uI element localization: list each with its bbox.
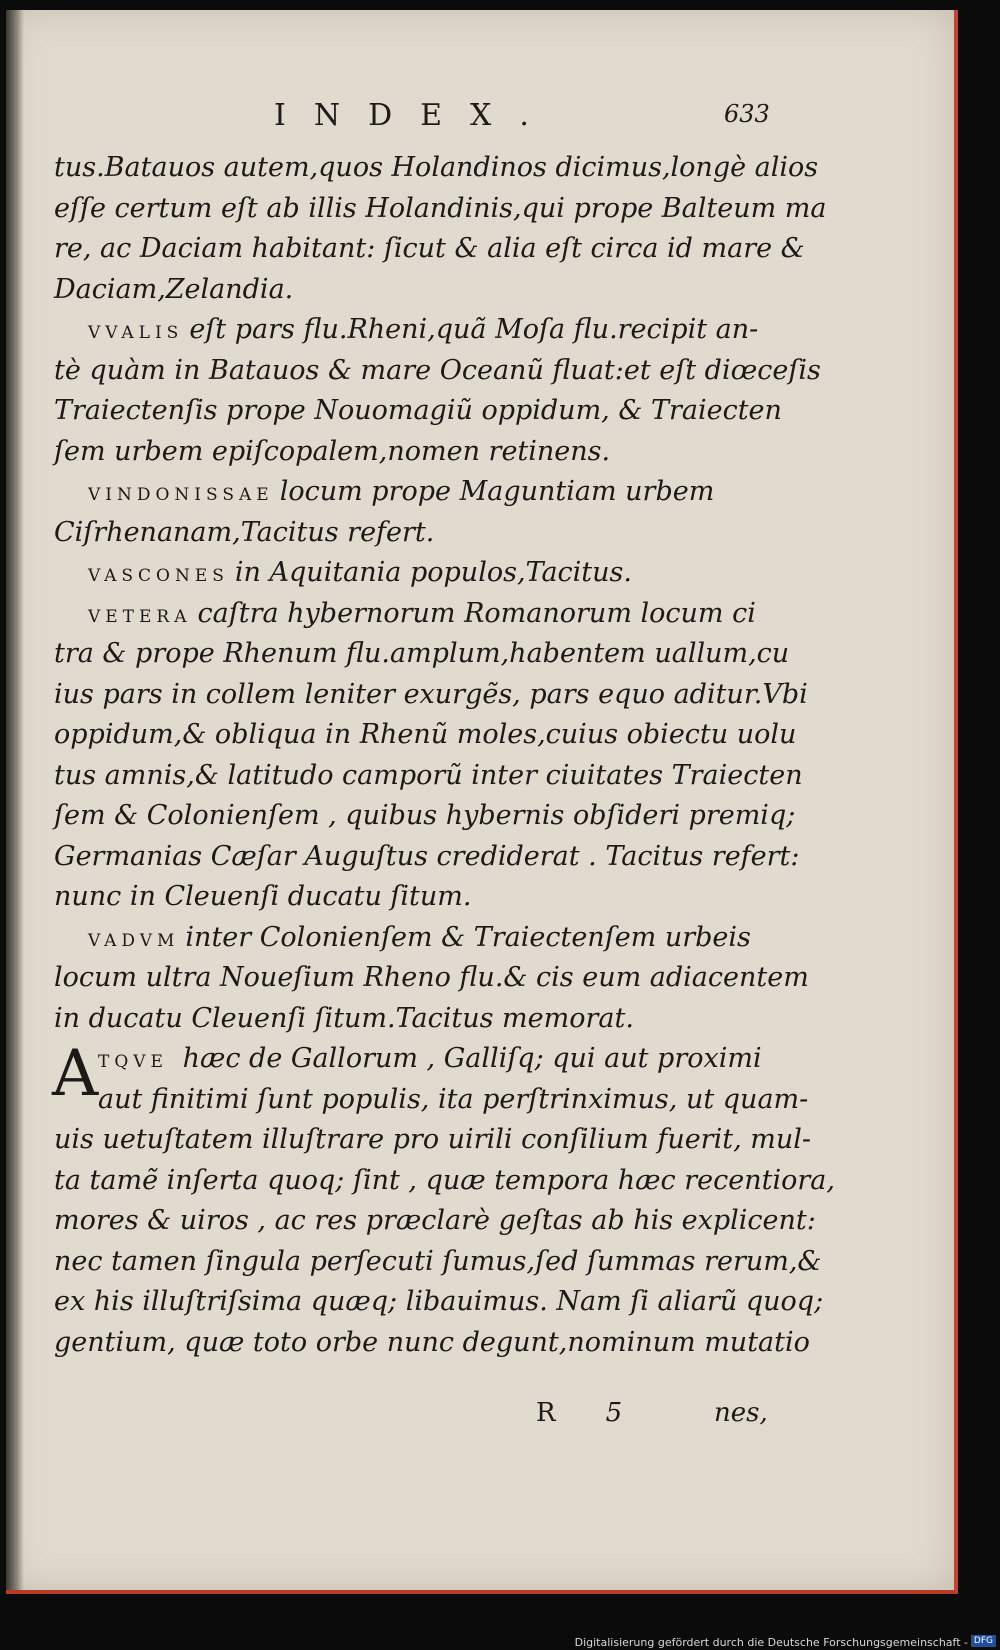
entry-headword: VVALIS bbox=[88, 323, 184, 343]
book-spine-shadow bbox=[6, 10, 24, 1590]
line-text: ſem urbem epiſcopalem,nomen retinens. bbox=[54, 435, 611, 467]
text-line bbox=[54, 918, 784, 959]
line-text: tra & prope Rhenum flu.amplum,habentem uallum,cu bbox=[54, 638, 790, 669]
entry-headword: VETERA bbox=[88, 606, 192, 627]
line-text: tè quàm in Batauos & mare Oceanũ fluat:et eſt diœceſis bbox=[54, 354, 821, 386]
drop-cap-letter: A bbox=[52, 1037, 99, 1111]
line-text: Ciſrhenanam,Tacitus refert. bbox=[54, 516, 435, 548]
text-line bbox=[54, 634, 790, 675]
closing-line-text: mores & uiros , ac res præclarè geſtas ab his explicent: bbox=[54, 1205, 816, 1236]
text-line bbox=[54, 148, 819, 189]
line-text: inter Colonienſem & Traiectenſem urbeis bbox=[185, 921, 751, 953]
small-caps-word: TQVE bbox=[98, 1052, 168, 1072]
book-page bbox=[6, 10, 958, 1594]
line-text: tus.Batauos autem,quos Holandinos dicimus,longè alios bbox=[54, 152, 819, 183]
text-line bbox=[54, 837, 800, 878]
closing-line-text: ex his illuſtriſsima quæq; libauimus. Nam ſi aliarũ quoq; bbox=[54, 1286, 824, 1317]
catchword: nes, bbox=[714, 1398, 768, 1428]
main-text-block bbox=[52, 148, 835, 1363]
text-line bbox=[54, 877, 784, 918]
text-line bbox=[54, 310, 784, 351]
text-line bbox=[54, 756, 803, 797]
entry-headword: VADVM bbox=[88, 930, 180, 951]
closing-line-text: hæc de Gallorum , Galliſq; qui aut proximi bbox=[182, 1043, 762, 1074]
text-line bbox=[54, 391, 784, 432]
line-text: locum ultra Noueſium Rheno flu.& cis eum adiacentem bbox=[54, 962, 809, 993]
text-line bbox=[54, 432, 784, 473]
index-entries bbox=[54, 148, 827, 1039]
signature-letter: R bbox=[536, 1398, 556, 1428]
line-text: caſtra hybernorum Romanorum locum ci bbox=[197, 597, 756, 629]
text-line bbox=[54, 270, 784, 311]
text-line bbox=[54, 715, 797, 756]
line-text: ius pars in collem leniter exurgẽs, pars equo aditur.Vbi bbox=[54, 678, 808, 710]
signature-number: 5 bbox=[605, 1398, 623, 1428]
line-text: ſem & Colonienſem , quibus hybernis obſideri premiq; bbox=[54, 800, 796, 831]
text-line bbox=[54, 472, 784, 513]
dfg-logo: DFG bbox=[971, 1635, 996, 1647]
line-text: in ducatu Cleuenſi ſitum.Tacitus memorat. bbox=[54, 1002, 634, 1034]
text-line bbox=[54, 553, 784, 594]
line-text: eſt pars flu.Rheni,quã Moſa flu.recipit an- bbox=[189, 314, 759, 345]
line-text: in Aquitania populos,Tacitus. bbox=[234, 557, 632, 588]
running-header-title: INDEX. bbox=[274, 98, 557, 133]
line-text: locum prope Maguntiam urbem bbox=[279, 476, 715, 507]
line-text: oppidum,& obliqua in Rhenũ moles,cuius obiectu uolu bbox=[54, 719, 797, 750]
signature-mark bbox=[536, 1398, 622, 1428]
line-text: re, ac Daciam habitant: ſicut & alia eſt circa id mare & bbox=[54, 233, 805, 264]
text-line bbox=[54, 999, 784, 1040]
closing-line-text: ta tamẽ inſerta quoq; ſint , quæ tempora hæc recentiora, bbox=[54, 1164, 835, 1196]
text-line bbox=[54, 351, 821, 392]
entry-headword: VASCONES bbox=[88, 566, 229, 586]
digitization-credit: Digitalisierung gefördert durch die Deutsche Forschungsgemeinschaft - bbox=[574, 1636, 968, 1649]
text-line bbox=[54, 513, 784, 554]
closing-line-text: aut finitimi ſunt populis, ita perſtrinximus, ut quam- bbox=[98, 1083, 809, 1115]
line-text: Traiectenſis prope Nouomagiũ oppidum, & Traiecten bbox=[54, 395, 782, 426]
entry-headword: VINDONISSAE bbox=[88, 485, 274, 505]
line-text: eſſe certum eſt ab illis Holandinis,qui prope Balteum ma bbox=[54, 192, 827, 224]
line-text: Germanias Cæſar Auguſtus crediderat . Tacitus refert: bbox=[54, 840, 800, 872]
page-number: 633 bbox=[724, 100, 770, 128]
text-line bbox=[54, 594, 784, 635]
closing-line-text: uis uetuſtatem illuſtrare pro uirili conſilium fuerit, mul- bbox=[54, 1124, 811, 1155]
line-text: nunc in Cleuenſi ducatu ſitum. bbox=[54, 881, 472, 912]
closing-line-text: nec tamen ſingula perſecuti ſumus,ſed ſummas rerum,& bbox=[54, 1245, 822, 1277]
line-text: Daciam,Zelandia. bbox=[54, 273, 294, 305]
line-text: tus amnis,& latitudo camporũ inter ciuitates Traiecten bbox=[54, 759, 803, 791]
text-line bbox=[54, 958, 809, 999]
closing-paragraph bbox=[54, 1080, 835, 1364]
text-line bbox=[54, 796, 796, 837]
text-line bbox=[54, 675, 808, 716]
closing-line-text: gentium, quæ toto orbe nunc degunt,nominum mutatio bbox=[54, 1326, 810, 1358]
text-line bbox=[54, 189, 827, 230]
text-line bbox=[54, 229, 805, 270]
